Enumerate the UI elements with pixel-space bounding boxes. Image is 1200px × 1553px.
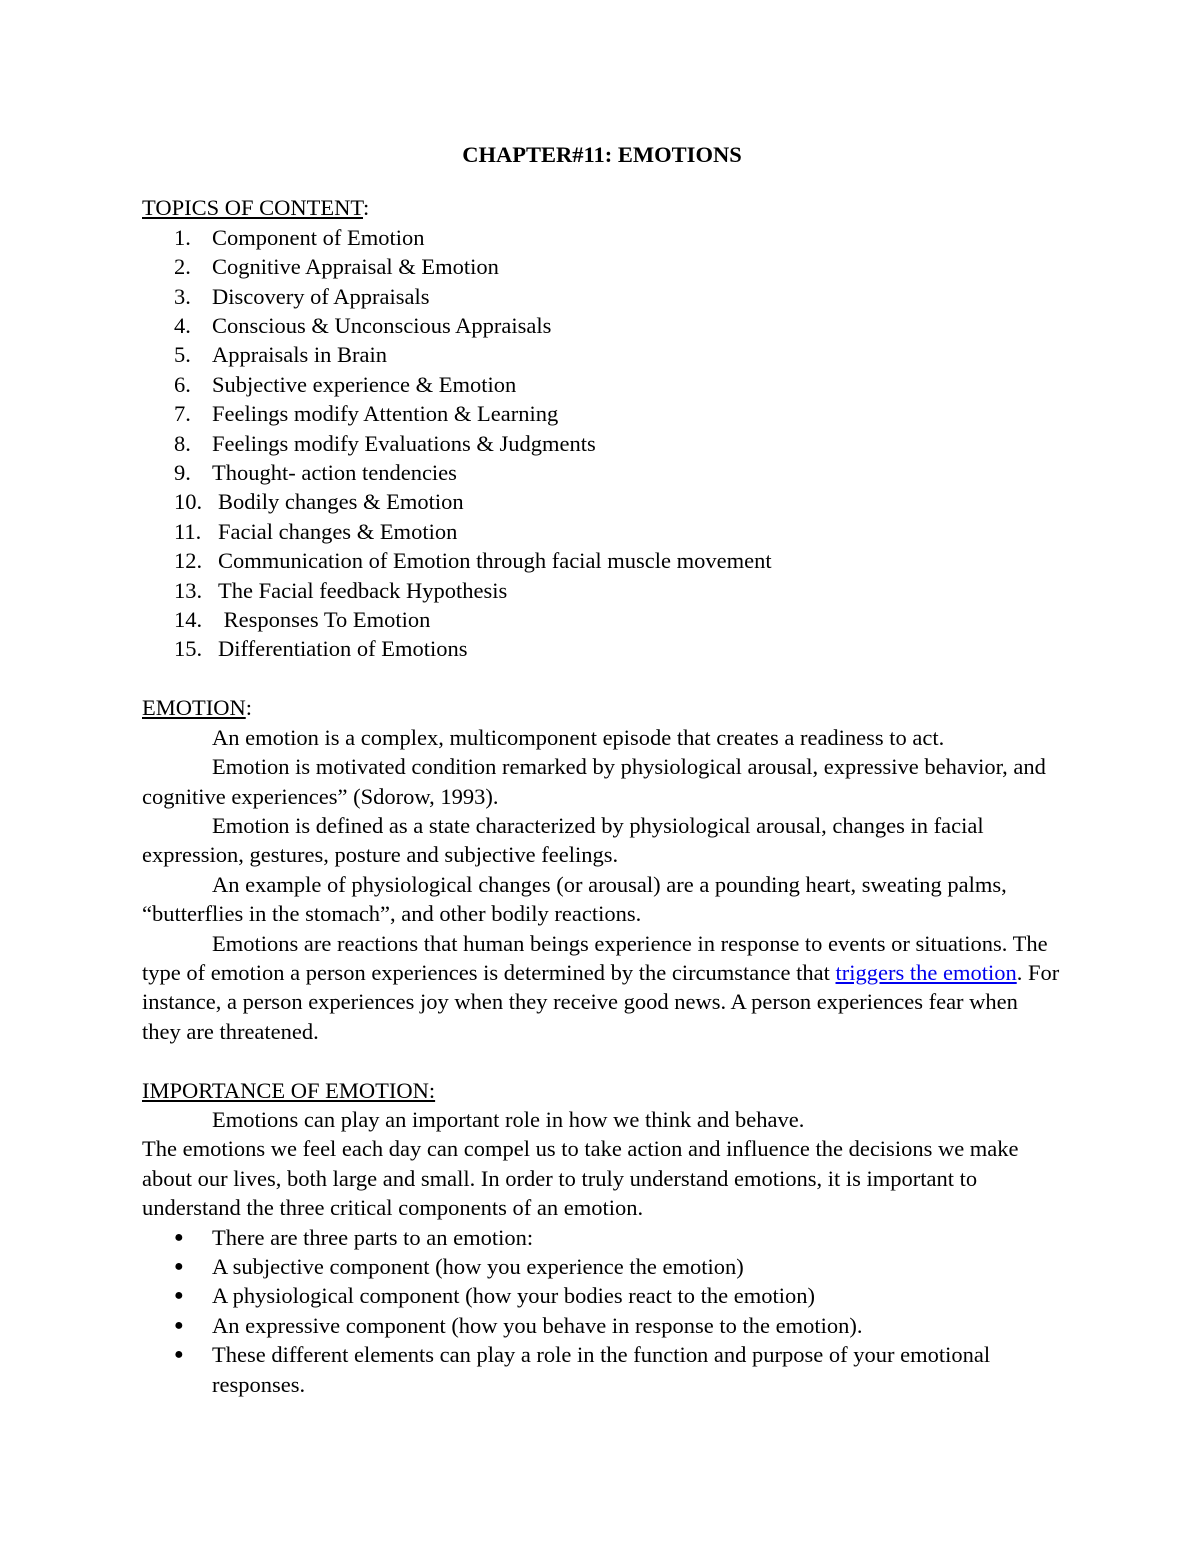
list-number: 7. — [174, 401, 191, 427]
list-item-text: Communication of Emotion through facial muscle movement — [218, 548, 772, 574]
bullet-icon: ● — [174, 1316, 184, 1334]
emotion-paragraph: Emotion is defined as a state characterized by physiological arousal, changes in facial expression, gestures, posture and subjective feelings. — [142, 812, 984, 868]
list-item-text: There are three parts to an emotion: — [212, 1224, 534, 1250]
topics-heading: TOPICS OF CONTENT — [142, 195, 363, 221]
list-item-text: A subjective component (how you experience the emotion) — [212, 1253, 744, 1279]
list-number: 15. — [174, 636, 203, 662]
list-item — [142, 634, 1062, 663]
emotion-paragraph — [142, 929, 1062, 1047]
list-number: 8. — [174, 430, 191, 456]
importance-intro: Emotions can play an important role in how we think and behave. — [212, 1106, 805, 1132]
emotion-heading: EMOTION — [142, 695, 246, 721]
list-item — [142, 517, 1062, 546]
bullet-icon: ● — [174, 1346, 184, 1364]
list-number: 12. — [174, 548, 203, 574]
emotion-paragraph: Emotion is motivated condition remarked by physiological arousal, expressive behavior, and cognitive experiences” (Sdorow, 1993). — [142, 754, 1046, 809]
list-item — [142, 487, 1062, 516]
list-number: 3. — [174, 283, 191, 309]
spacer — [142, 1046, 1062, 1075]
list-item-text: Bodily changes & Emotion — [218, 489, 464, 515]
list-item — [142, 252, 1062, 281]
paragraph-text: . For instance, a person experiences joy when they receive good news. A person experiences fear when they are threatened. — [142, 959, 1060, 1044]
bullet-icon: ● — [174, 1228, 184, 1246]
importance-heading: IMPORTANCE OF EMOTION: — [142, 1077, 436, 1103]
list-item — [142, 546, 1062, 575]
list-item — [142, 1340, 1062, 1399]
emotion-heading-line — [142, 693, 1062, 722]
importance-body: The emotions we feel each day can compel us to take action and influence the decisions we make about our lives, both large and small. In order to truly understand emotions, it is important to understand the three critical components of an emotion. — [142, 1136, 1019, 1221]
list-item-text: Component of Emotion — [212, 224, 425, 250]
list-item — [142, 1252, 1062, 1281]
topics-list — [142, 223, 1062, 664]
list-item-text: Appraisals in Brain — [212, 342, 387, 368]
list-item — [142, 429, 1062, 458]
list-item-text: Subjective experience & Emotion — [212, 371, 517, 397]
paragraph-text: Emotions are reactions that human beings experience in response to events or situations. The type of emotion a person experiences is determined by the circumstance that — [142, 930, 1048, 985]
list-number: 14. — [174, 607, 203, 633]
list-number: 13. — [174, 577, 203, 603]
list-item — [142, 223, 1062, 252]
list-item — [142, 1311, 1062, 1340]
list-item — [142, 340, 1062, 369]
bullet-icon: ● — [174, 1257, 184, 1275]
list-number: 4. — [174, 313, 191, 339]
list-item — [142, 282, 1062, 311]
list-item-text: Thought- action tendencies — [212, 460, 457, 486]
list-item-text: Conscious & Unconscious Appraisals — [212, 313, 552, 339]
list-item — [142, 605, 1062, 634]
list-number: 5. — [174, 342, 191, 368]
importance-heading-line — [142, 1076, 1062, 1105]
list-number: 9. — [174, 460, 191, 486]
list-item-text: Responses To Emotion — [218, 607, 431, 633]
topics-heading-line — [142, 193, 1062, 222]
list-item-text: Facial changes & Emotion — [218, 518, 458, 544]
list-item — [142, 576, 1062, 605]
list-item-text: The Facial feedback Hypothesis — [218, 577, 508, 603]
list-number: 1. — [174, 224, 191, 250]
list-number: 11. — [174, 518, 202, 544]
list-item-text: Differentiation of Emotions — [218, 636, 468, 662]
list-number: 6. — [174, 371, 191, 397]
list-item — [142, 399, 1062, 428]
list-item-text: Feelings modify Attention & Learning — [212, 401, 559, 427]
list-item — [142, 1223, 1062, 1252]
list-item — [142, 1281, 1062, 1310]
document-page — [142, 140, 1062, 1399]
spacer — [142, 664, 1062, 693]
bullet-icon: ● — [174, 1287, 184, 1305]
emotion-paragraph: An example of physiological changes (or arousal) are a pounding heart, sweating palms, “butterflies in the stomach”, and other bodily reactions. — [142, 871, 1007, 927]
parts-list — [142, 1223, 1062, 1399]
list-item — [142, 370, 1062, 399]
list-item-text: Discovery of Appraisals — [212, 283, 430, 309]
emotion-heading-colon: : — [245, 695, 252, 721]
topics-heading-colon: : — [363, 195, 370, 221]
list-item-text: Feelings modify Evaluations & Judgments — [212, 430, 596, 456]
list-item-text: An expressive component (how you behave in response to the emotion). — [212, 1312, 863, 1338]
emotion-paragraph: An emotion is a complex, multicomponent episode that creates a readiness to act. — [212, 724, 945, 750]
chapter-title: CHAPTER#11: EMOTIONS — [462, 142, 742, 167]
list-item — [142, 311, 1062, 340]
list-item-text: These different elements can play a role in the function and purpose of your emotional responses. — [212, 1342, 991, 1397]
list-item — [142, 458, 1062, 487]
triggers-emotion-link[interactable]: triggers the emotion — [835, 959, 1017, 985]
list-item-text: A physiological component (how your bodies react to the emotion) — [212, 1283, 815, 1309]
list-item-text: Cognitive Appraisal & Emotion — [212, 254, 499, 280]
list-number: 2. — [174, 254, 191, 280]
list-number: 10. — [174, 489, 203, 515]
